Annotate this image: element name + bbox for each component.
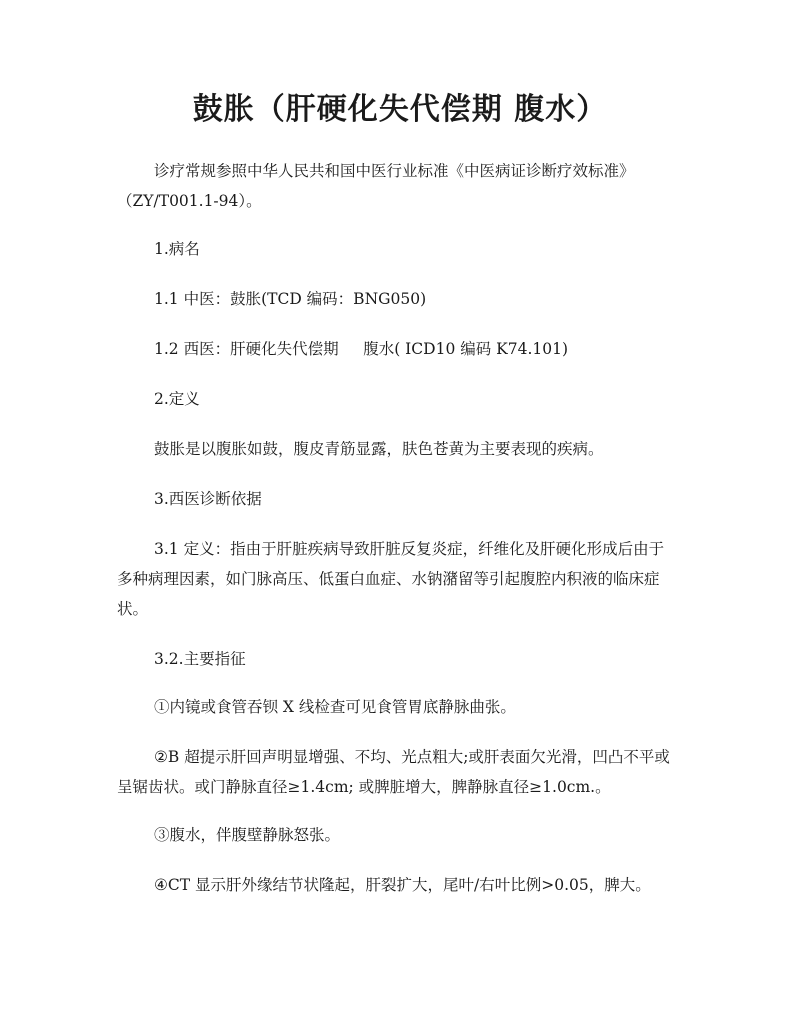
section-heading-1: 1.病名	[154, 240, 200, 258]
intro-paragraph	[117, 156, 687, 216]
item-3-1-paragraph	[117, 534, 687, 624]
intro-line-2: （ZY/T001.1-94）。	[117, 192, 262, 210]
sign-2-line-2: 呈锯齿状。或门静脉直径≥1.4cm; 或脾脏增大，脾静脉直径≥1.0cm.。	[117, 778, 611, 796]
sign-2-paragraph	[117, 742, 687, 802]
intro-line-1: 诊疗常规参照中华人民共和国中医行业标准《中医病证诊断疗效标准》	[154, 162, 635, 180]
item-3-2-heading: 3.2.主要指征	[154, 650, 246, 668]
section-heading-2: 2.定义	[154, 390, 200, 408]
page-title: 鼓胀（肝硬化失代偿期 腹水）	[192, 92, 608, 127]
sign-3: ③腹水，伴腹壁静脉怒张。	[154, 826, 341, 844]
item-1-2: 1.2 西医：肝硬化失代偿期 腹水( ICD10 编码 K74.101)	[154, 340, 569, 358]
definition-text: 鼓胀是以腹胀如鼓，腹皮青筋显露，肤色苍黄为主要表现的疾病。	[154, 440, 604, 458]
sign-2-line-1: ②B 超提示肝回声明显增强、不均、光点粗大;或肝表面欠光滑，凹凸不平或	[154, 748, 670, 766]
item-3-1-line-2: 多种病理因素，如门脉高压、低蛋白血症、水钠潴留等引起腹腔内积液的临床症	[117, 570, 660, 588]
sign-1: ①内镜或食管吞钡 X 线检查可见食管胃底静脉曲张。	[154, 698, 516, 716]
section-heading-3: 3.西医诊断依据	[154, 490, 262, 508]
sign-4: ④CT 显示肝外缘结节状隆起，肝裂扩大，尾叶/右叶比例>0.05，脾大。	[154, 876, 651, 894]
item-3-1-line-3: 状。	[117, 600, 149, 618]
item-3-1-line-1: 3.1 定义：指由于肝脏疾病导致肝脏反复炎症，纤维化及肝硬化形成后由于	[154, 540, 665, 558]
item-1-1: 1.1 中医：鼓胀(TCD 编码：BNG050)	[154, 290, 427, 308]
